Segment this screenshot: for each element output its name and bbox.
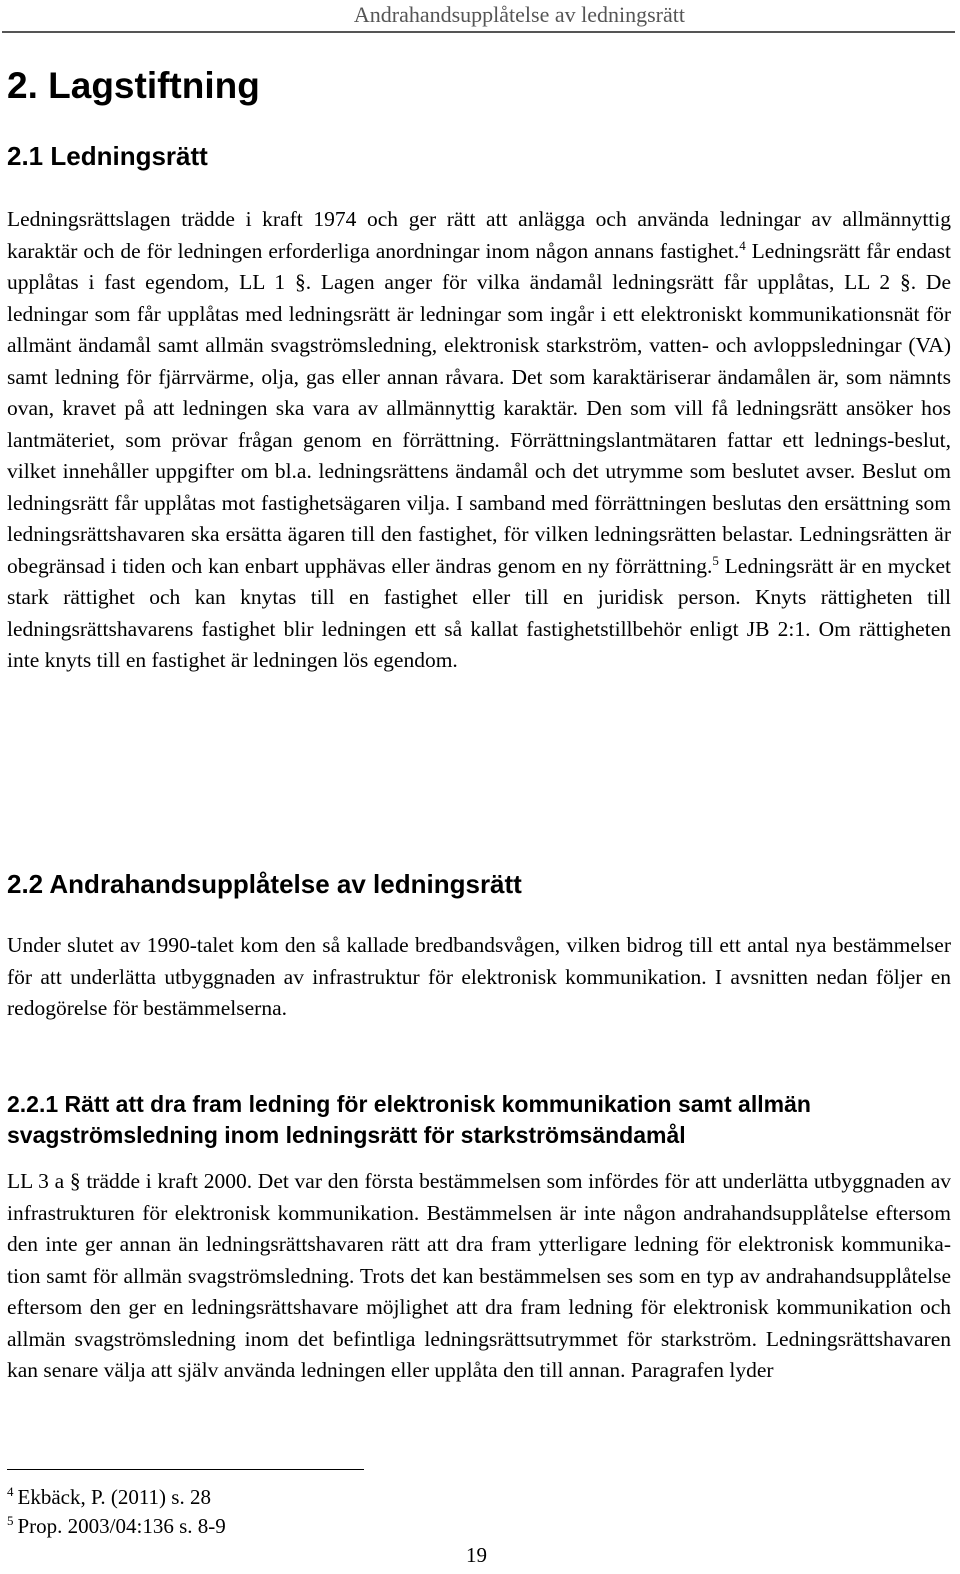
section-2-2-title: 2.2 Andrahandsupplåtelse av ledningsrätt	[7, 869, 522, 899]
footnote-text: Ekbäck, P. (2011) s. 28	[17, 1485, 211, 1509]
section-2-2-1-paragraph: LL 3 a § trädde i kraft 2000. Det var den första bestämmelsen som infördes för att underlätta utbyggnaden av infrastrukturen för elektronisk kommunikation. Bestämmelsen är inte någon andrahandsupplåtelse eftersom den inte ger annan än ledningsrättshavaren rätt att dra fram ytterligare ledning för elektronisk kommunika-tion samt för allmän svagströmsledning. Trots det kan bestämmelsen ses som en typ av andrahandsupplåtelse eftersom den ger en ledningsrättshavare möjlighet att dra fram ledning för elektronisk kommunikation och allmän svagströmsledning inom det befintliga ledningsrättsutrymmet för starkström. Ledningsrättshavaren kan senare välja att själv använda ledningen eller upplåta den till annan. Paragrafen lyder	[7, 1169, 951, 1382]
footnote-text: Prop. 2003/04:136 s. 8-9	[17, 1514, 226, 1538]
page-number: 19	[466, 1543, 487, 1567]
footnote-number: 4	[7, 1484, 14, 1499]
footnote-ref-4: 4	[739, 237, 746, 253]
header-rule	[2, 31, 955, 33]
section-2-1-text-part3: Ledningsrätt är en mycket stark rättighet och kan knytas till en fastighet eller till en juridisk person. Knyts rättigheten till ledningsrättshavarens fastighet blir ledningen ett så kallat fastighetstillbehör enligt JB 2:1. Om rättigheten inte knyts till en fastighet är ledningen lös egendom.	[7, 553, 951, 672]
chapter-title: 2. Lagstiftning	[7, 65, 260, 106]
section-2-2-1-title: 2.2.1 Rätt att dra fram ledning för elektronisk kommunikation samt allmän svagströmsledning inom ledningsrätt för starkströmsändamål	[7, 1091, 811, 1148]
footnote-ref-5: 5	[712, 552, 719, 568]
section-2-2-paragraph: Under slutet av 1990-talet kom den så kallade bredbandsvågen, vilken bidrog till ett antal nya bestämmelser för att underlätta utbyggnaden av infrastruktur för elektronisk kommunikation. I avsnitten nedan följer en redogörelse för bestämmelserna.	[7, 933, 951, 1020]
section-2-1-text-part1: Ledningsrättslagen trädde i kraft 1974 och ger rätt att anlägga och använda ledningar av allmännyttig karaktär och de för ledningen erforderliga anordningar inom någon annans fastighet.	[7, 207, 951, 263]
footnote-number: 5	[7, 1513, 14, 1528]
footnote-item	[7, 1483, 211, 1511]
footnote-divider	[7, 1469, 364, 1470]
section-2-1-paragraph	[7, 204, 951, 677]
running-header-title: Andrahandsupplåtelse av ledningsrätt	[353, 2, 685, 27]
footnote-item	[7, 1512, 226, 1540]
section-2-1-text-part2: Ledningsrätt får endast upplåtas i fast egendom, LL 1 §. Lagen anger för vilka ändamål ledningsrätt får upplåtas, LL 2 §. De ledningar som får upplåtas med ledningsrätt är ledningar som ingår i ett elektroniskt kommunikationsnät för allmänt ändamål samt allmän svagströmsledning, elektronisk starkström, vatten- och avloppsledningar (VA) samt ledning för fjärrvärme, olja, gas eller annan råvara. Det som karaktäriserar ändamålen är, som nämnts ovan, kravet på att ledningen ska vara av allmännyttig karaktär. Den som vill få ledningsrätt ansöker hos lantmäteriet, som prövar frågan genom en förrättning. Förrättningslantmätaren fattar ett lednings-beslut, vilket innehåller uppgifter om bl.a. ledningsrättens ändamål och det utrymme som beslutet avser. Beslut om ledningsrätt får upplåtas mot fastighetsägaren vilja. I samband med förrättningen beslutas den ersättning som ledningsrättshavaren ska ersätta ägaren till den fastighet, för vilken ledningsrätten belastar. Ledningsrätten är obegränsad i tiden och kan enbart upphävas eller ändras genom en ny förrättning.	[7, 238, 951, 578]
section-2-1-title: 2.1 Ledningsrätt	[7, 141, 208, 171]
